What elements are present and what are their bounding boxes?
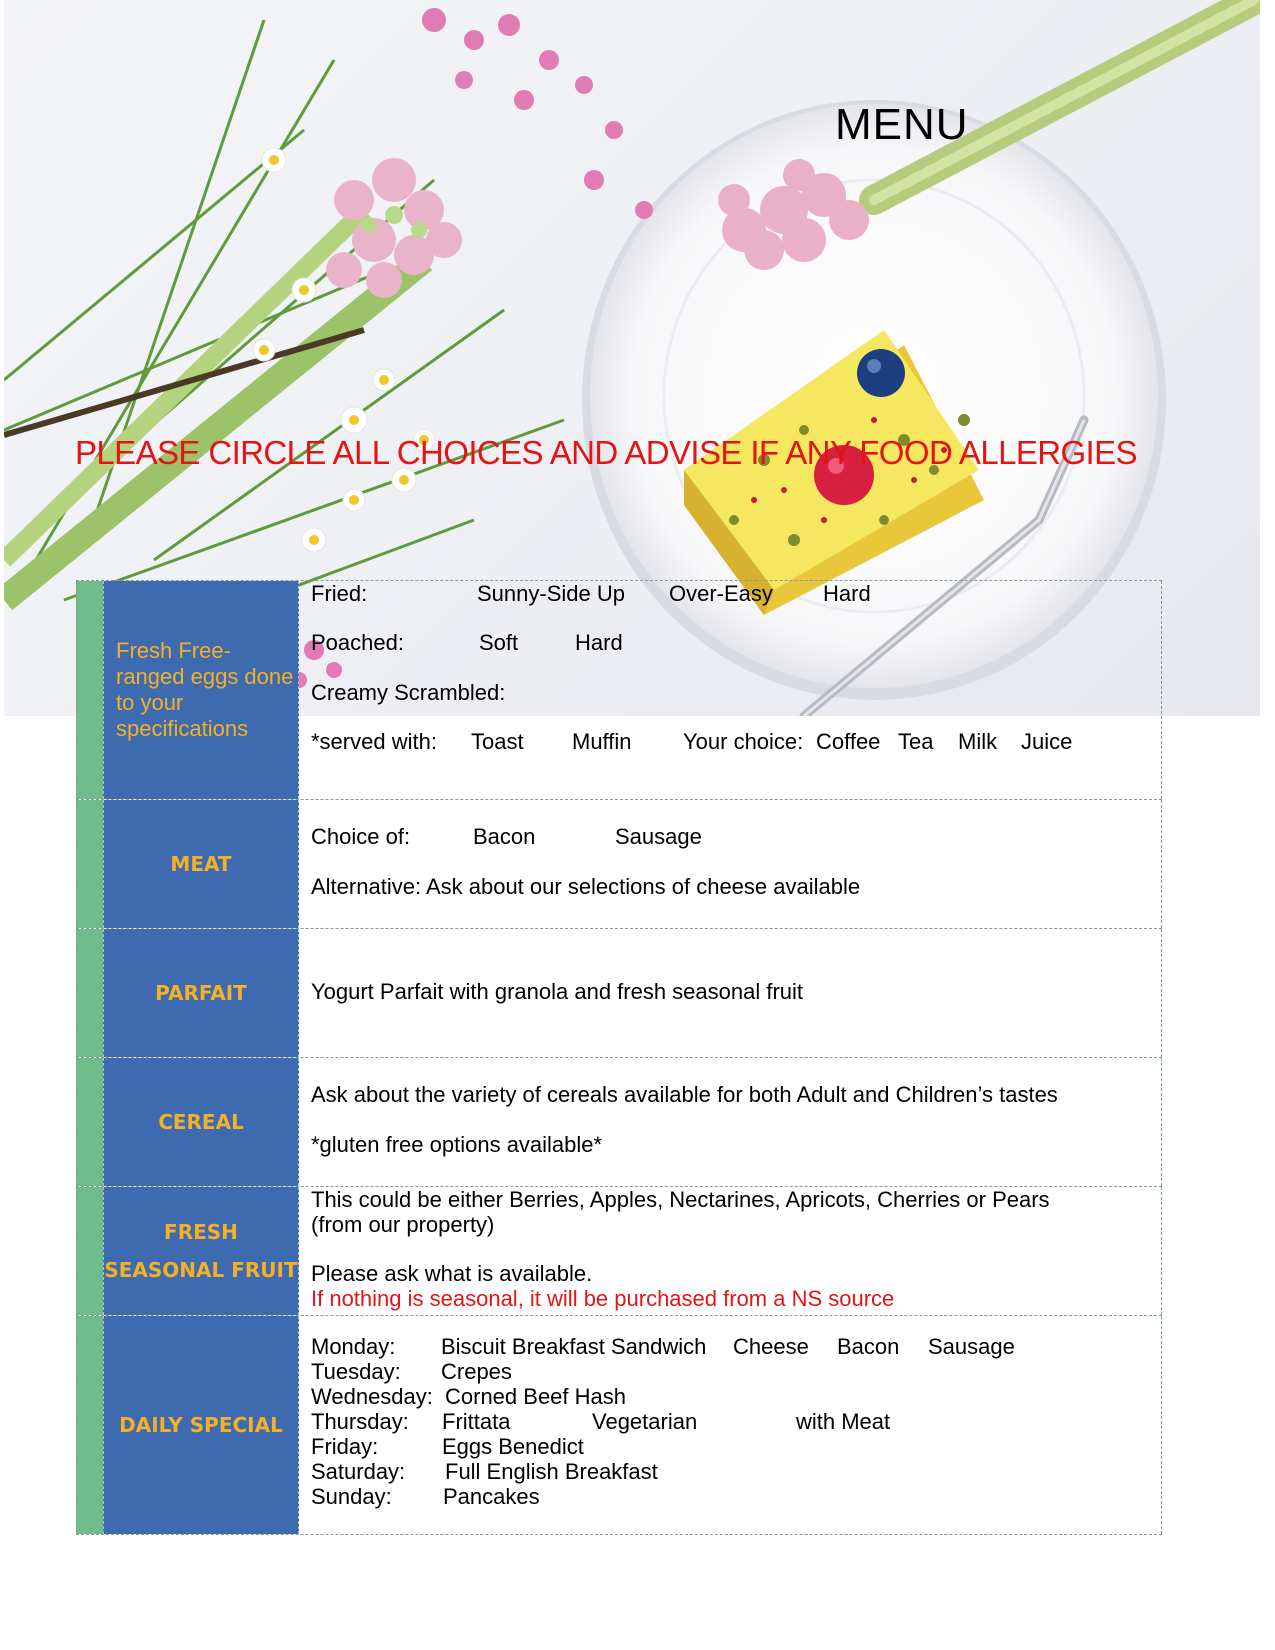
daily-special-content — [299, 1316, 1162, 1534]
day-label: Tuesday: — [311, 1359, 401, 1384]
meat-choice-label: Choice of: — [311, 824, 411, 849]
cereal-content — [299, 1058, 1162, 1186]
meat-content — [299, 800, 1162, 928]
option-soft[interactable]: Soft — [479, 630, 519, 655]
option-sunny-side-up[interactable]: Sunny-Side Up — [477, 581, 625, 606]
parfait-content — [299, 929, 1162, 1057]
menu-table — [76, 580, 1162, 1535]
meat-label: MEAT — [103, 800, 299, 928]
fried-label: Fried: — [311, 581, 368, 606]
option-creamy-scrambled[interactable]: Creamy Scrambled: — [311, 680, 506, 705]
parfait-row — [76, 928, 1162, 1057]
day-label: Sunday: — [311, 1484, 392, 1509]
special-item[interactable]: Crepes — [441, 1359, 512, 1384]
day-label: Saturday: — [311, 1459, 406, 1484]
poached-label: Poached: — [311, 630, 404, 655]
option-sausage[interactable]: Sausage — [615, 824, 702, 849]
meat-alternative: Alternative: Ask about our selections of cheese available — [311, 874, 861, 899]
option-toast[interactable]: Toast — [471, 729, 524, 754]
day-label: Friday: — [311, 1434, 379, 1459]
special-item[interactable]: Pancakes — [443, 1484, 540, 1509]
eggs-content — [299, 581, 1162, 799]
fruit-text-2: (from our property) — [311, 1212, 495, 1237]
eggs-label: Fresh Free-ranged eggs done to your specifications — [103, 581, 299, 799]
option-bacon[interactable]: Bacon — [837, 1334, 900, 1359]
option-over-easy[interactable]: Over-Easy — [669, 581, 773, 606]
option-vegetarian[interactable]: Vegetarian — [592, 1409, 698, 1434]
meat-row — [76, 799, 1162, 928]
eggs-row — [76, 580, 1162, 799]
fruit-label — [103, 1187, 299, 1315]
fruit-label-line2: SEASONAL FRUIT — [104, 1258, 298, 1282]
row-stripe — [76, 581, 103, 799]
day-label: Thursday: — [311, 1409, 409, 1434]
row-stripe — [76, 1316, 103, 1534]
day-label: Wednesday: — [311, 1384, 433, 1409]
fruit-content — [299, 1187, 1162, 1315]
parfait-label: PARFAIT — [103, 929, 299, 1057]
allergy-notice: PLEASE CIRCLE ALL CHOICES AND ADVISE IF ANY FOOD ALLERGIES — [75, 434, 1137, 471]
special-item[interactable]: Corned Beef Hash — [445, 1384, 626, 1409]
row-stripe — [76, 1187, 103, 1315]
option-bacon[interactable]: Bacon — [473, 824, 536, 849]
cereal-text[interactable]: Ask about the variety of cereals available for both Adult and Children’s tastes — [311, 1082, 1058, 1107]
option-coffee[interactable]: Coffee — [816, 729, 881, 754]
special-item[interactable]: Biscuit Breakfast Sandwich — [441, 1334, 707, 1359]
row-stripe — [76, 929, 103, 1057]
daily-special-row — [76, 1315, 1162, 1535]
fruit-text-3: Please ask what is available. — [311, 1261, 593, 1286]
special-item[interactable]: Full English Breakfast — [445, 1459, 658, 1484]
day-label: Monday: — [311, 1334, 396, 1359]
special-item[interactable]: Frittata — [442, 1409, 511, 1434]
fruit-row — [76, 1186, 1162, 1315]
served-with-label: *served with: — [311, 729, 437, 754]
option-sausage[interactable]: Sausage — [928, 1334, 1015, 1359]
option-muffin[interactable]: Muffin — [572, 729, 632, 754]
option-hard-poached[interactable]: Hard — [575, 630, 623, 655]
option-milk[interactable]: Milk — [958, 729, 998, 754]
cereal-gluten-note: *gluten free options available* — [311, 1132, 603, 1157]
row-stripe — [76, 800, 103, 928]
menu-title: MENU — [835, 100, 969, 149]
fruit-label-line1: FRESH — [164, 1220, 238, 1244]
option-hard-fried[interactable]: Hard — [823, 581, 871, 606]
row-stripe — [76, 1058, 103, 1186]
fruit-ns-source-note: If nothing is seasonal, it will be purchased from a NS source — [311, 1286, 895, 1311]
special-item[interactable]: Eggs Benedict — [442, 1434, 584, 1459]
option-with-meat[interactable]: with Meat — [796, 1409, 891, 1434]
fruit-text-1[interactable]: This could be either Berries, Apples, Nectarines, Apricots, Cherries or Pears — [311, 1187, 1050, 1212]
option-juice[interactable]: Juice — [1021, 729, 1073, 754]
parfait-text[interactable]: Yogurt Parfait with granola and fresh seasonal fruit — [311, 979, 804, 1004]
option-tea[interactable]: Tea — [898, 729, 934, 754]
daily-special-label: DAILY SPECIAL — [103, 1316, 299, 1534]
your-choice-label: Your choice: — [683, 729, 804, 754]
cereal-label: CEREAL — [103, 1058, 299, 1186]
option-cheese[interactable]: Cheese — [733, 1334, 809, 1359]
cereal-row — [76, 1057, 1162, 1186]
